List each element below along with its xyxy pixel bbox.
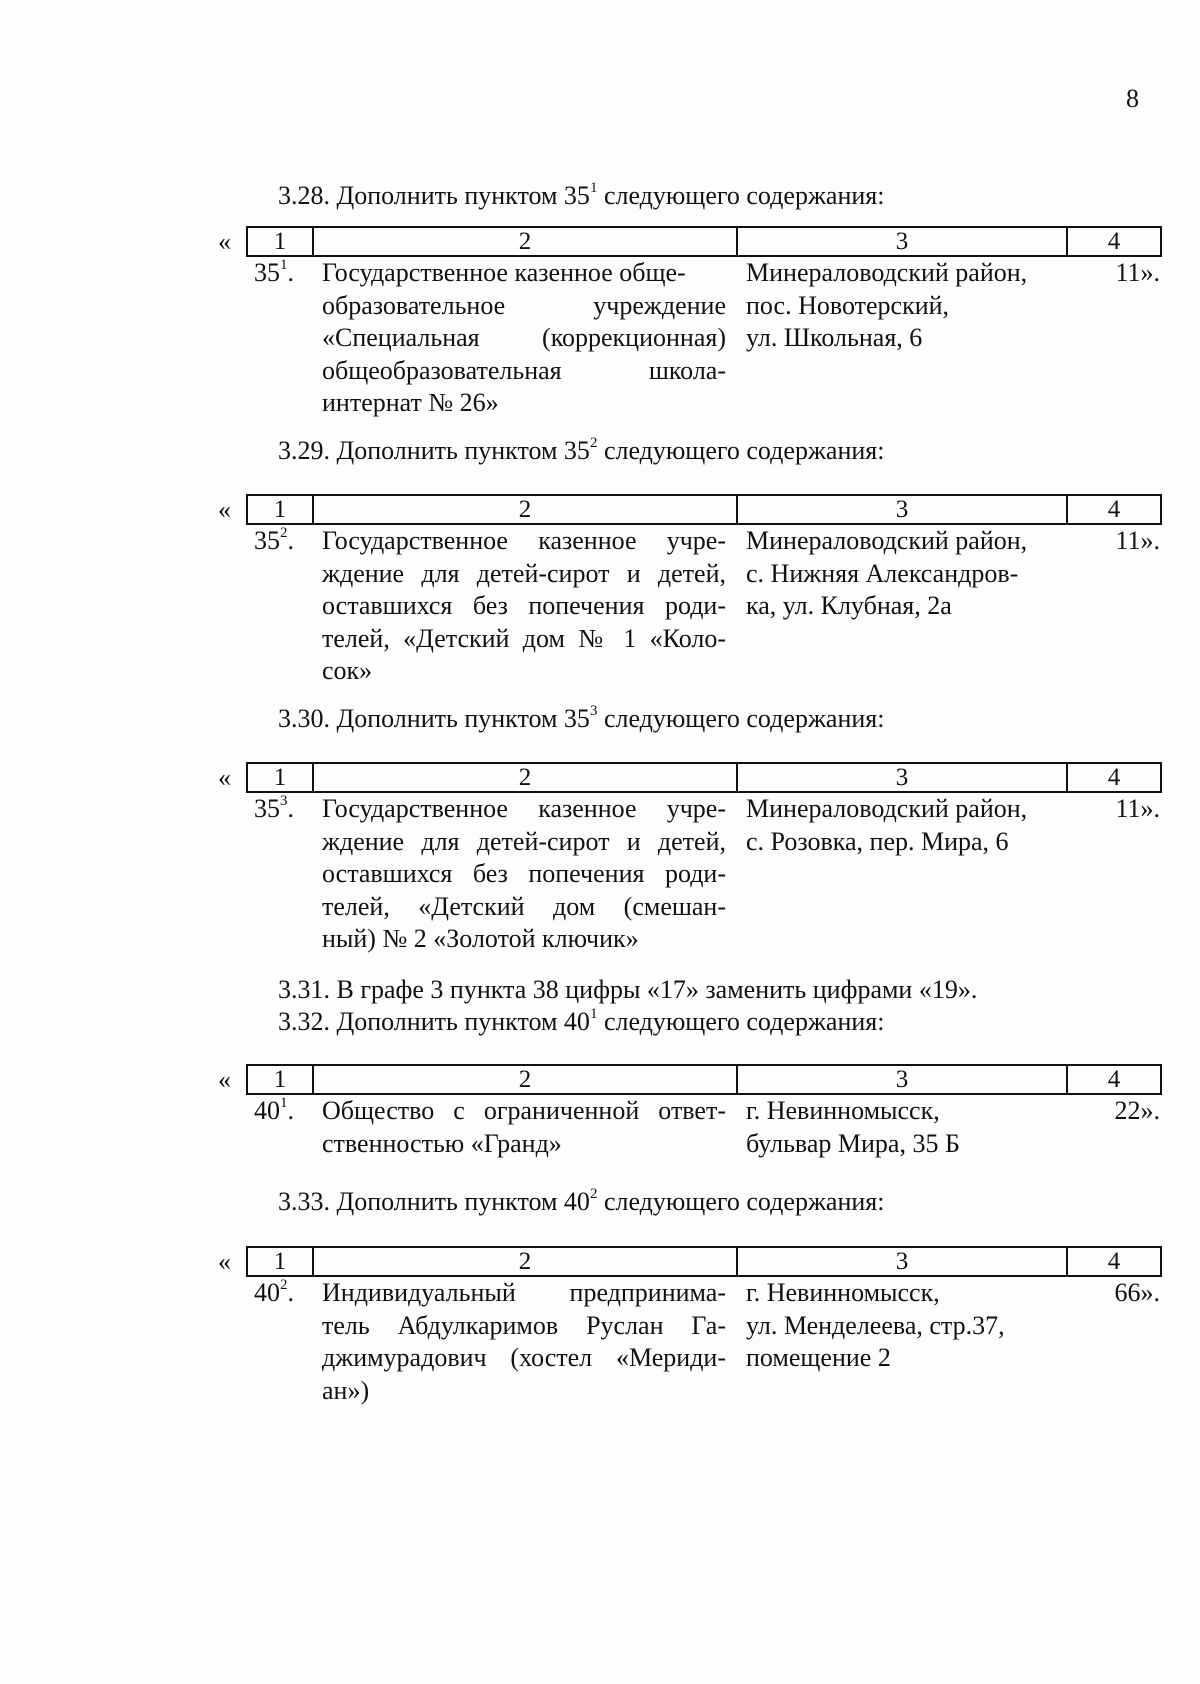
address-line: бульвар Мира, 35 Б — [746, 1128, 960, 1158]
intro-superscript: 2 — [589, 1186, 598, 1203]
intro-text-tail: следующего содержания: — [597, 704, 885, 733]
institution-name — [322, 257, 726, 420]
capacity-value: 11». — [1115, 794, 1160, 823]
header-col-4: 4 — [1107, 1066, 1121, 1093]
header-col-4: 4 — [1107, 496, 1121, 523]
intro-text-tail: следующего содержания: — [597, 1187, 885, 1216]
header-col-3: 3 — [738, 496, 1068, 523]
header-col-3: 3 — [738, 764, 1068, 791]
name-line: Государственное казенное учре- — [322, 526, 726, 555]
table-header-row — [246, 226, 1162, 257]
intro-text: 3.33. Дополнить пунктом 40 — [278, 1187, 590, 1216]
intro-text-tail: следующего содержания: — [597, 436, 885, 465]
section-intro — [278, 179, 884, 212]
table-header-row — [246, 1064, 1162, 1095]
item-number-sup: 1 — [280, 1095, 288, 1112]
address-line: пос. Новотерский, — [746, 290, 950, 320]
intro-text-tail: следующего содержания: — [597, 181, 885, 210]
item-number — [254, 1277, 294, 1310]
capacity-value: 11». — [1115, 258, 1160, 287]
item-number-dot: . — [287, 1278, 294, 1307]
name-line: ный) № 2 «Золотой ключик» — [322, 924, 639, 953]
address-line: Минераловодский район, — [746, 526, 1028, 555]
name-line-text: Государственное казенное обще- — [322, 258, 686, 287]
name-line: интернат № 26» — [322, 388, 499, 417]
opening-quote: « — [218, 1065, 231, 1094]
institution-name — [322, 525, 726, 688]
item-number-main: 40 — [254, 1096, 280, 1125]
name-line: сок» — [322, 656, 373, 685]
header-col-2: 2 — [314, 228, 738, 255]
header-col-4: 4 — [1107, 1248, 1121, 1275]
item-number-main: 40 — [254, 1278, 280, 1307]
address-line: ул. Менделеева, стр.37, — [746, 1310, 1005, 1340]
name-line: «Специальная (коррекционная) — [322, 323, 726, 352]
name-line: джимурадович (хостел «Мериди- — [322, 1343, 726, 1372]
intro-superscript: 1 — [589, 1006, 598, 1023]
intro-text: 3.28. Дополнить пунктом 35 — [278, 181, 590, 210]
item-number — [254, 793, 294, 826]
capacity-value: 66». — [1114, 1278, 1160, 1307]
address — [746, 1095, 1076, 1160]
address-line: с. Нижняя Александров- — [746, 558, 1019, 588]
header-col-1: 1 — [248, 228, 314, 255]
opening-quote: « — [218, 763, 231, 792]
item-number — [254, 525, 294, 558]
address — [746, 1277, 1076, 1375]
header-col-1: 1 — [248, 1248, 314, 1275]
name-line: Индивидуальный предпринима- — [322, 1278, 726, 1307]
name-line: оставшихся без попечения роди- — [322, 591, 726, 620]
item-number-main: 35 — [254, 258, 280, 287]
address-line: г. Невинномысск, — [746, 1096, 940, 1125]
header-col-2: 2 — [314, 1248, 738, 1275]
name-line: общеобразовательная школа- — [322, 355, 726, 385]
table-header-row — [246, 1246, 1162, 1277]
intro-text: 3.30. Дополнить пунктом 35 — [278, 704, 590, 733]
amendment-text: 3.31. В графе 3 пункта 38 цифры «17» заменить цифрами «19». — [278, 975, 978, 1004]
capacity-value: 22». — [1114, 1096, 1160, 1125]
intro-text: 3.32. Дополнить пунктом 40 — [278, 1007, 590, 1036]
name-line: образовательное учреждение — [322, 290, 726, 320]
item-number-dot: . — [287, 1096, 294, 1125]
opening-quote: « — [218, 1247, 231, 1276]
header-col-3: 3 — [738, 1066, 1068, 1093]
institution-name — [322, 1277, 726, 1407]
name-line: Государственное казенное учре- — [322, 794, 726, 823]
address — [746, 525, 1076, 623]
name-line: ан») — [322, 1375, 370, 1405]
address-line: помещение 2 — [746, 1343, 891, 1372]
header-col-4: 4 — [1107, 764, 1121, 791]
header-col-3: 3 — [738, 1248, 1068, 1275]
header-col-1: 1 — [248, 764, 314, 791]
intro-superscript: 1 — [589, 180, 598, 197]
header-col-2: 2 — [314, 764, 738, 791]
header-col-1: 1 — [248, 496, 314, 523]
name-line — [322, 257, 726, 290]
name-line: ственностью «Гранд» — [322, 1128, 562, 1158]
intro-superscript: 2 — [589, 435, 598, 452]
item-number-dot: . — [287, 794, 294, 823]
address — [746, 793, 1076, 858]
item-number-main: 35 — [254, 794, 280, 823]
address-line: г. Невинномысск, — [746, 1278, 940, 1307]
address-line: с. Розовка, пер. Мира, 6 — [746, 826, 1009, 856]
section-intro — [278, 702, 884, 735]
header-col-4: 4 — [1107, 228, 1121, 255]
item-number-main: 35 — [254, 526, 280, 555]
name-line: оставшихся без попечения роди- — [322, 859, 726, 888]
name-line: Общество с ограниченной ответ- — [322, 1096, 726, 1125]
page-number: 8 — [1126, 84, 1139, 113]
item-number-sup: 2 — [280, 1277, 288, 1294]
item-number-sup: 1 — [280, 257, 288, 274]
section-intro — [278, 434, 884, 467]
name-line: телей, «Детский дом № 1 «Коло- — [322, 623, 726, 653]
intro-text-tail: следующего содержания: — [597, 1007, 885, 1036]
header-col-3: 3 — [738, 228, 1068, 255]
intro-superscript: 3 — [589, 703, 598, 720]
capacity-value: 11». — [1115, 526, 1160, 555]
institution-name — [322, 1095, 726, 1160]
address-line: Минераловодский район, — [746, 794, 1028, 823]
item-number-sup: 3 — [280, 793, 288, 810]
opening-quote: « — [218, 495, 231, 524]
section-intro — [278, 1005, 884, 1038]
opening-quote: « — [218, 227, 231, 256]
address-line: ул. Школьная, 6 — [746, 323, 923, 352]
address — [746, 257, 1076, 355]
name-line: тель Абдулкаримов Руслан Га- — [322, 1310, 726, 1340]
header-col-2: 2 — [314, 1066, 738, 1093]
item-number — [254, 1095, 294, 1128]
item-number-dot: . — [287, 258, 294, 287]
table-header-row — [246, 762, 1162, 793]
header-col-1: 1 — [248, 1066, 314, 1093]
item-number-sup: 2 — [280, 525, 288, 542]
institution-name — [322, 793, 726, 956]
name-line: ждение для детей-сирот и детей, — [322, 558, 726, 588]
name-line: телей, «Детский дом (смешан- — [322, 891, 726, 921]
intro-text: 3.29. Дополнить пунктом 35 — [278, 436, 590, 465]
address-line: ка, ул. Клубная, 2а — [746, 591, 952, 620]
item-number-dot: . — [287, 526, 294, 555]
name-line: ждение для детей-сирот и детей, — [322, 826, 726, 856]
header-col-2: 2 — [314, 496, 738, 523]
address-line: Минераловодский район, — [746, 258, 1028, 287]
section-intro — [278, 1185, 884, 1218]
item-number — [254, 257, 294, 290]
table-header-row — [246, 494, 1162, 525]
